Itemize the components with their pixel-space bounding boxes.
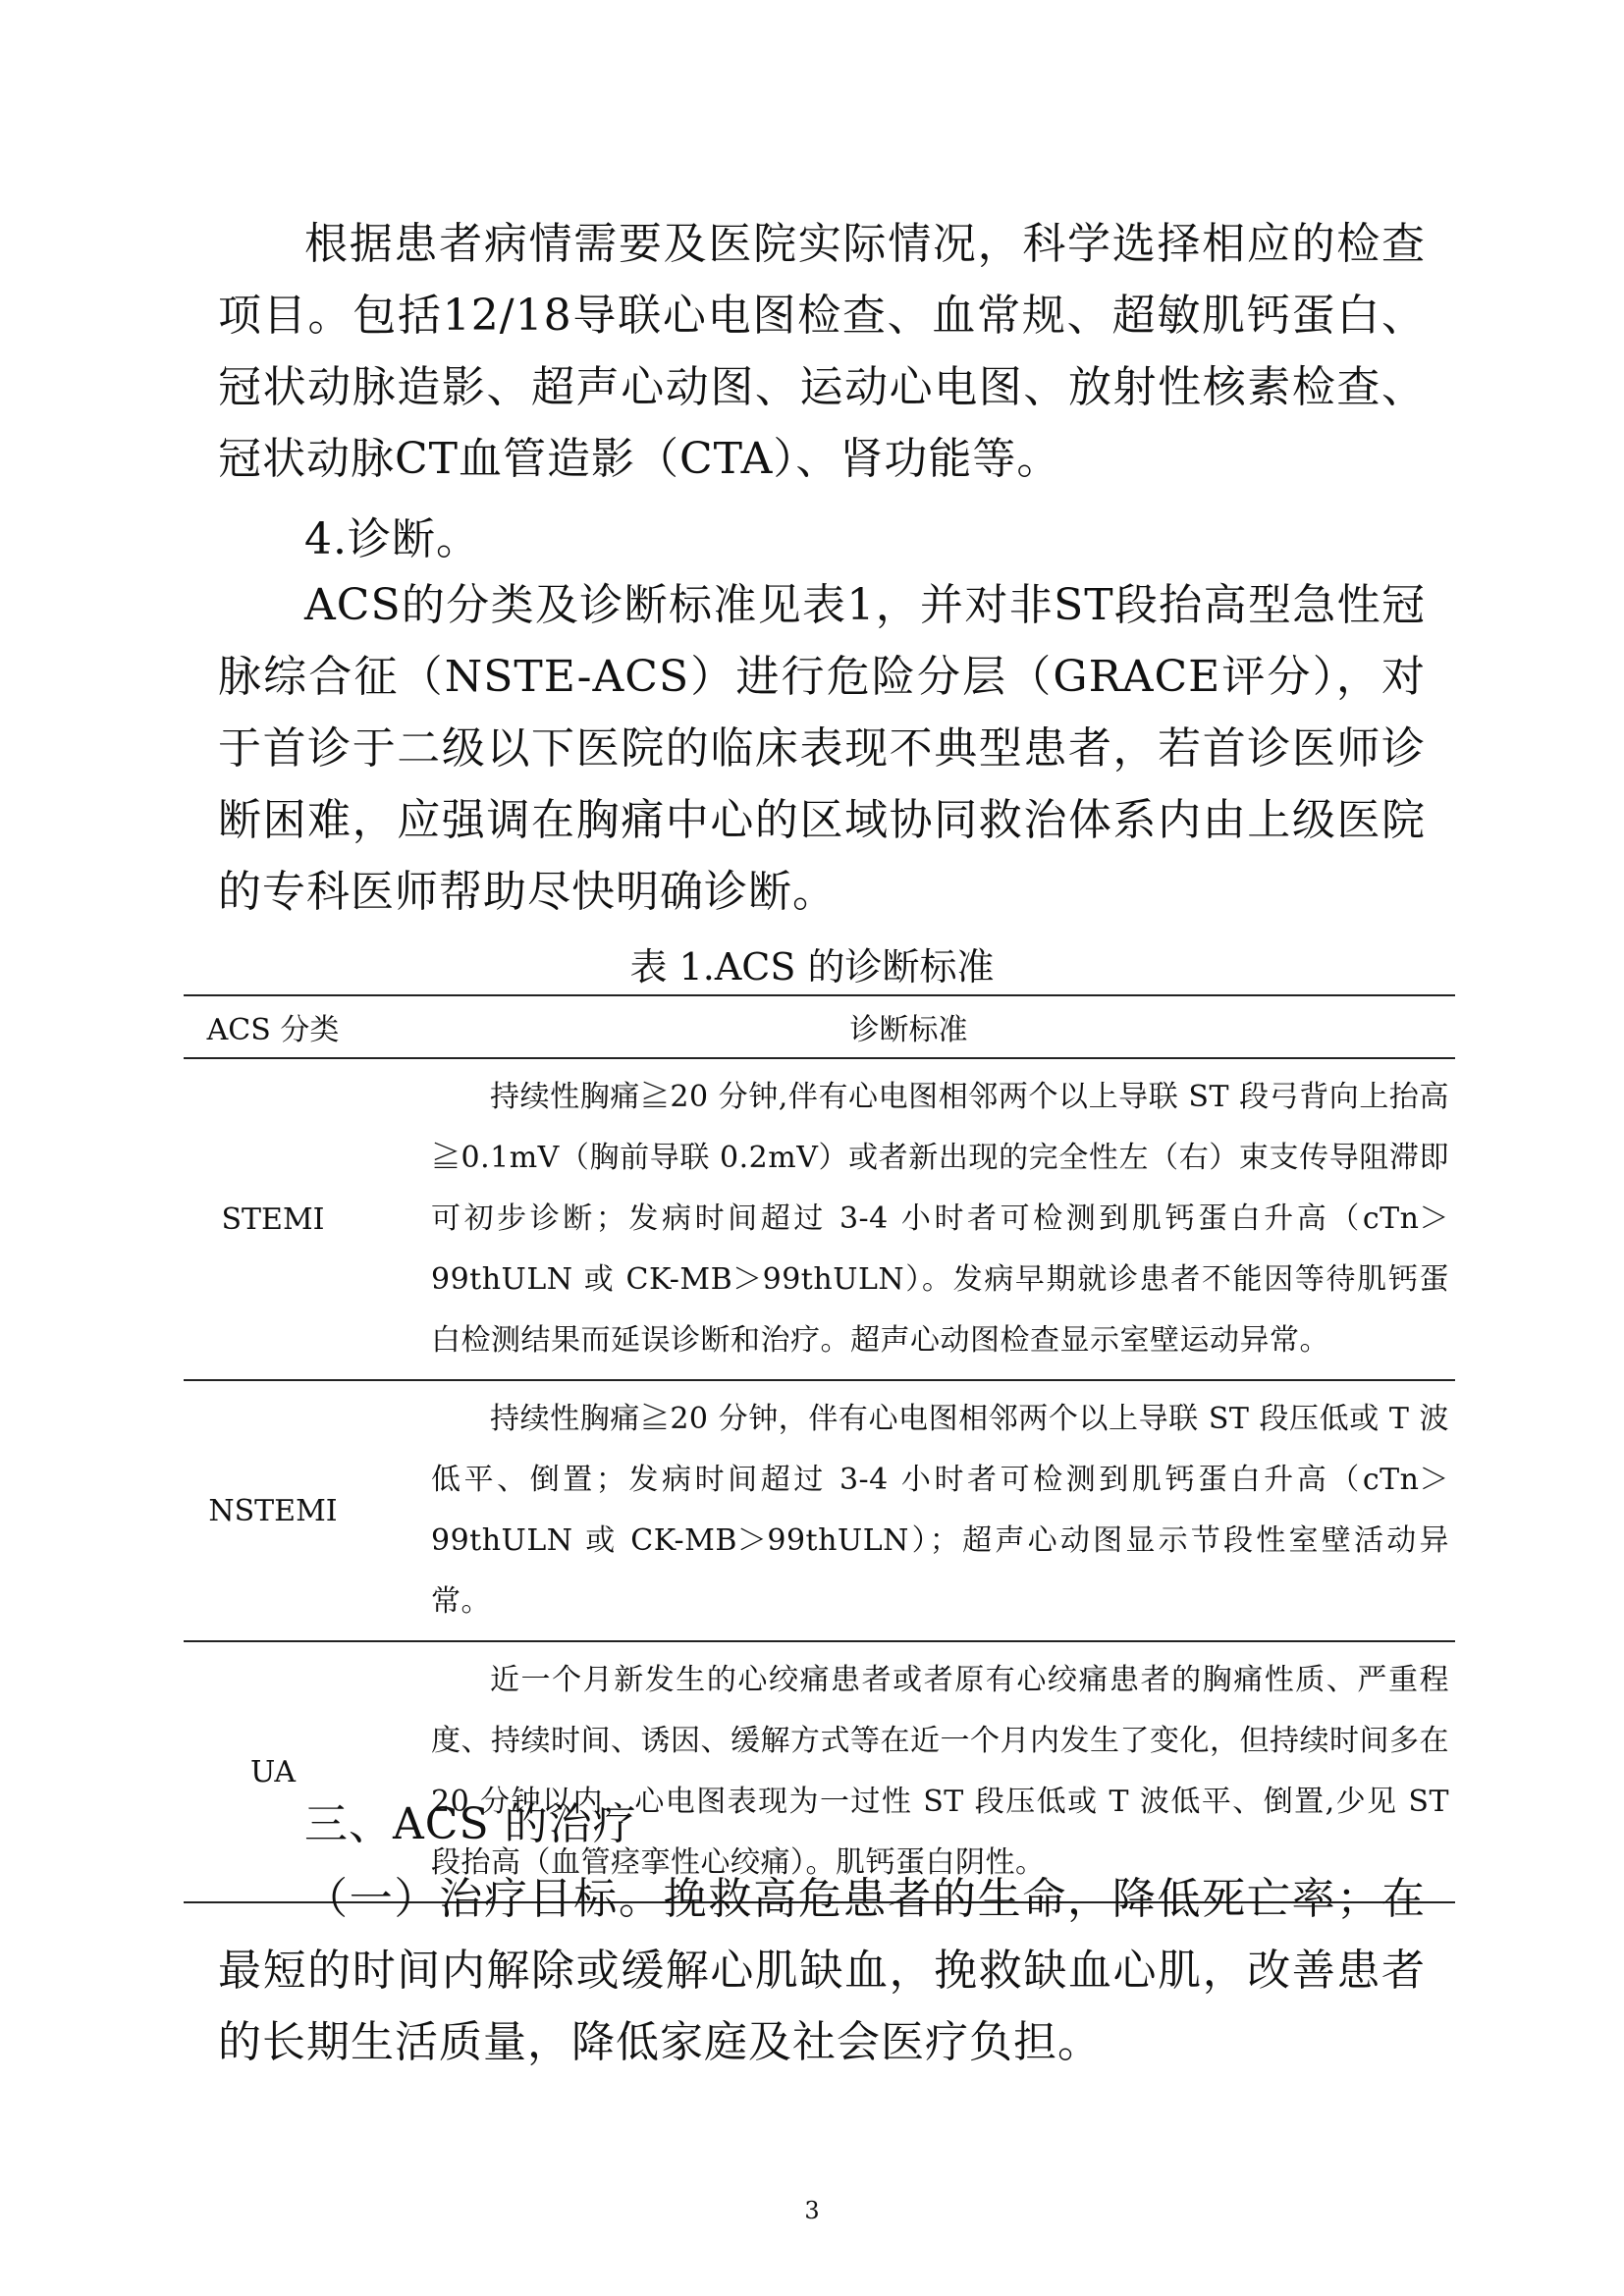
exam-paragraph-text: 根据患者病情需要及医院实际情况，科学选择相应的检查项目。包括12/18导联心电图检查、血常规、超敏肌钙蛋白、冠状动脉造影、超声心动图、运动心电图、放射性核素检查、冠状动脉CT血管造影（CTA）、肾功能等。 — [218, 219, 1426, 484]
treatment-paragraph — [218, 1863, 1426, 2078]
row-criteria: 近一个月新发生的心绞痛患者或者原有心绞痛患者的胸痛性质、严重程度、持续时间、诱因、缓解方式等在近一个月内发生了变化，但持续时间多在 20 分钟以内，心电图表现为一过性 ST 段压低或 T 波低平、倒置,少见 ST 段抬高（血管痉挛性心绞痛）。肌钙蛋白阴性。 — [362, 1641, 1455, 1902]
table-row — [184, 1380, 1455, 1641]
header-criteria: 诊断标准 — [362, 995, 1455, 1058]
row-criteria: 持续性胸痛≧20 分钟，伴有心电图相邻两个以上导联 ST 段压低或 T 波低平、倒置；发病时间超过 3-4 小时者可检测到肌钙蛋白升高（cTn＞99thULN 或 CK-MB＞99thULN）；超声心动图显示节段性室壁活动异常。 — [362, 1380, 1455, 1641]
table-title: 表 1.ACS 的诊断标准 — [629, 945, 995, 988]
diagnosis-heading: 4.诊断。 — [304, 514, 480, 564]
table-header-row — [184, 995, 1455, 1058]
page-number: 3 — [804, 2197, 820, 2224]
header-category: ACS 分类 — [184, 995, 362, 1058]
row-category: NSTEMI — [184, 1380, 362, 1641]
table-row — [184, 1058, 1455, 1380]
diagnosis-paragraph — [218, 569, 1426, 928]
treatment-heading: 三、ACS 的治疗 — [304, 1799, 637, 1849]
row-category: UA — [184, 1641, 362, 1902]
acs-criteria-table — [184, 994, 1455, 1903]
row-category: STEMI — [184, 1058, 362, 1380]
diagnosis-heading-block — [218, 504, 1426, 575]
diagnosis-paragraph-text: ACS的分类及诊断标准见表1，并对非ST段抬高型急性冠脉综合征（NSTE-ACS）进行危险分层（GRACE评分），对于首诊于二级以下医院的临床表现不典型患者，若首诊医师诊断困难，应强调在胸痛中心的区域协同救治体系内由上级医院的专科医师帮助尽快明确诊断。 — [218, 580, 1426, 917]
row-criteria: 持续性胸痛≧20 分钟,伴有心电图相邻两个以上导联 ST 段弓背向上抬高≧0.1mV（胸前导联 0.2mV）或者新出现的完全性左（右）束支传导阻滞即可初步诊断；发病时间超过 3-4 小时者可检测到肌钙蛋白升高（cTn＞99thULN 或 CK-MB＞99thULN）。发病早期就诊患者不能因等待肌钙蛋白检测结果而延误诊断和治疗。超声心动图检查显示室壁运动异常。 — [362, 1058, 1455, 1380]
treatment-paragraph-text: （一）治疗目标。挽救高危患者的生命，降低死亡率；在最短的时间内解除或缓解心肌缺血，挽救缺血心肌，改善患者的长期生活质量，降低家庭及社会医疗负担。 — [218, 1874, 1426, 2067]
exam-paragraph — [218, 208, 1426, 495]
